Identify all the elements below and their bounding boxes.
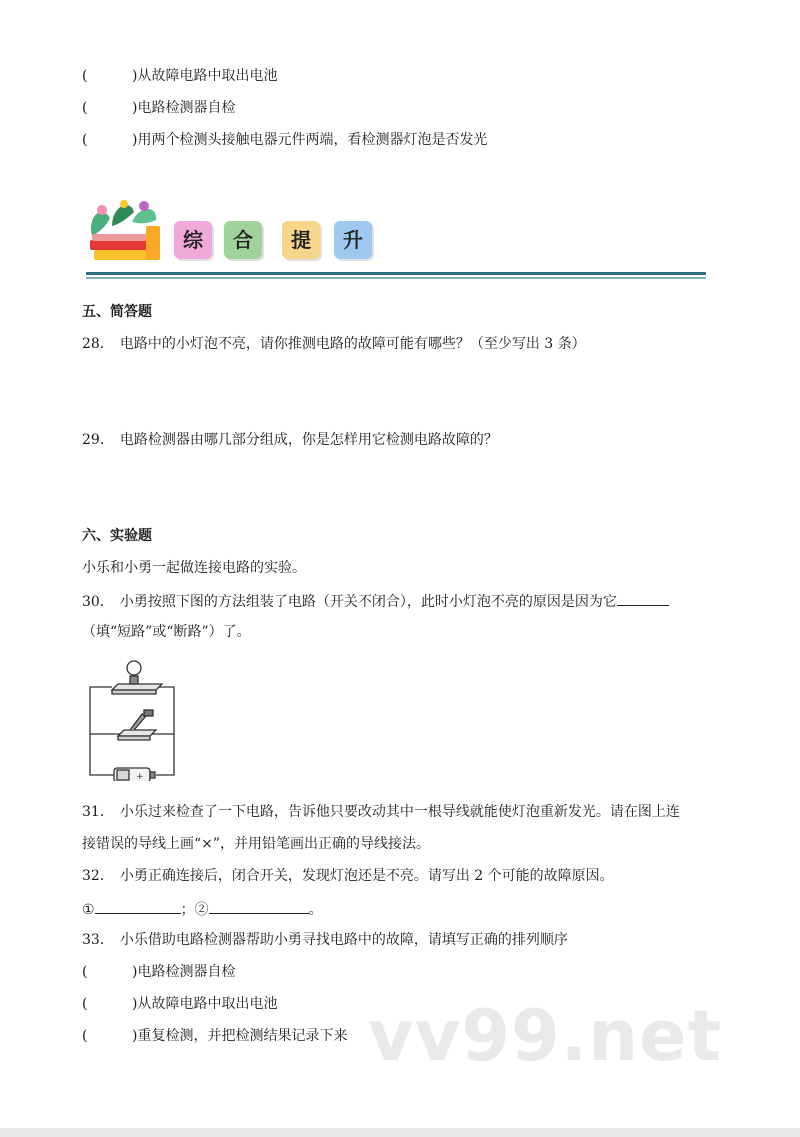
question-number: 28． bbox=[82, 336, 114, 352]
answer-blank[interactable] bbox=[617, 590, 669, 606]
banner-tile-ti: 提 bbox=[282, 221, 320, 259]
step-paren-close: ) bbox=[132, 1028, 138, 1044]
question-text: 电路检测器由哪几部分组成，你是怎样用它检测电路故障的？ bbox=[119, 432, 498, 448]
step-paren-close: ) bbox=[132, 964, 138, 980]
step-text: 重复检测，并把检测结果记录下来 bbox=[137, 1028, 348, 1044]
banner-tile-he: 合 bbox=[224, 221, 262, 259]
top-step-3 bbox=[82, 130, 487, 150]
answer-separator: ； bbox=[180, 902, 195, 918]
question-32-answers bbox=[82, 898, 323, 920]
top-step-1 bbox=[82, 66, 277, 86]
question-32 bbox=[82, 866, 614, 886]
question-number: 29． bbox=[82, 432, 114, 448]
svg-text:+: + bbox=[136, 772, 144, 781]
step-paren-open: ( bbox=[82, 996, 88, 1012]
section5-heading: 五、简答题 bbox=[82, 304, 152, 320]
step-paren-open: ( bbox=[82, 1028, 88, 1044]
q33-step-1 bbox=[82, 962, 235, 982]
answer-blank-2[interactable] bbox=[209, 898, 309, 914]
question-33 bbox=[82, 930, 568, 950]
top-step-2 bbox=[82, 98, 235, 118]
banner-divider-thin bbox=[86, 277, 706, 279]
step-paren-open: ( bbox=[82, 68, 88, 84]
question-text: 小乐过来检查了一下电路，告诉他只要改动其中一根导线就能使灯泡重新发光。请在图上连 bbox=[119, 804, 680, 820]
watermark: vv99.net bbox=[368, 995, 723, 1077]
step-paren-open: ( bbox=[82, 964, 88, 980]
section6-heading: 六、实验题 bbox=[82, 528, 152, 544]
banner-divider bbox=[86, 272, 706, 275]
answer-marker-2: ② bbox=[194, 902, 209, 918]
step-paren-close: ) bbox=[132, 68, 138, 84]
question-28 bbox=[82, 334, 586, 354]
question-text: 小勇按照下图的方法组装了电路（开关不闭合），此时小灯泡不亮的原因是因为它 bbox=[119, 594, 617, 610]
banner-tile-sheng: 升 bbox=[334, 221, 372, 259]
step-paren-close: ) bbox=[132, 100, 138, 116]
answer-end: 。 bbox=[308, 902, 323, 918]
question-text: 小勇正确连接后，闭合开关，发现灯泡还是不亮。请写出 2 个可能的故障原因。 bbox=[119, 868, 614, 884]
books-plant-icon bbox=[82, 196, 164, 266]
banner-tile-zong: 综 bbox=[174, 221, 212, 259]
step-paren-open: ( bbox=[82, 132, 88, 148]
question-number: 30． bbox=[82, 594, 114, 610]
question-number: 32． bbox=[82, 868, 114, 884]
step-paren-open: ( bbox=[82, 100, 88, 116]
step-text: 从故障电路中取出电池 bbox=[137, 68, 278, 84]
question-30-continued: （填“短路”或“断路”）了。 bbox=[82, 624, 251, 640]
question-29 bbox=[82, 430, 498, 450]
step-paren-close: ) bbox=[132, 996, 138, 1012]
q33-step-3 bbox=[82, 1026, 347, 1046]
step-text: 从故障电路中取出电池 bbox=[137, 996, 278, 1012]
answer-blank-1[interactable] bbox=[95, 898, 181, 914]
question-31 bbox=[82, 802, 680, 822]
step-paren-close: ) bbox=[132, 132, 138, 148]
q33-step-2 bbox=[82, 994, 277, 1014]
answer-marker-1: ① bbox=[82, 902, 95, 918]
question-text: 电路中的小灯泡不亮，请你推测电路的故障可能有哪些？（至少写出 3 条） bbox=[119, 336, 586, 352]
circuit-diagram bbox=[84, 656, 194, 781]
question-30 bbox=[82, 590, 669, 612]
experiment-intro: 小乐和小勇一起做连接电路的实验。 bbox=[82, 560, 306, 576]
page-bottom-edge bbox=[0, 1128, 800, 1137]
step-text: 用两个检测头接触电器元件两端，看检测器灯泡是否发光 bbox=[137, 132, 488, 148]
question-text: 小乐借助电路检测器帮助小勇寻找电路中的故障，请填写正确的排列顺序 bbox=[119, 932, 568, 948]
question-31-continued: 接错误的导线上画“×”，并用铅笔画出正确的导线接法。 bbox=[82, 836, 431, 852]
step-text: 电路检测器自检 bbox=[137, 100, 236, 116]
step-text: 电路检测器自检 bbox=[137, 964, 236, 980]
question-number: 31． bbox=[82, 804, 114, 820]
question-number: 33． bbox=[82, 932, 114, 948]
